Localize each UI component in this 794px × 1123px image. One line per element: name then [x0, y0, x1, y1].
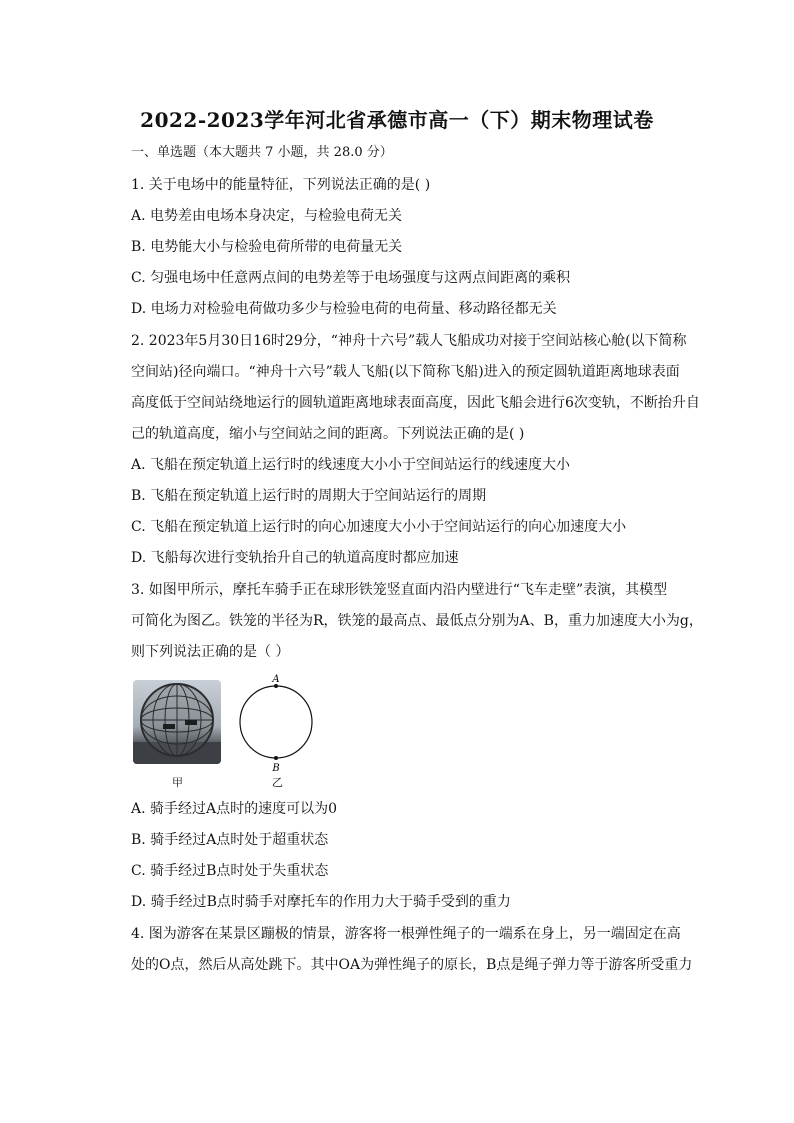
iron-cage-illustration	[133, 680, 221, 764]
q3-stem-line: 则下列说法正确的是（ ）	[131, 644, 290, 660]
q3-stem-line: 3. 如图甲所示，摩托车骑手正在球形铁笼竖直面内沿内壁进行“飞车走壁”表演，其模型	[131, 582, 668, 598]
q2-option-a: A. 飞船在预定轨道上运行时的线速度大小小于空间站运行的线速度大小	[131, 457, 571, 473]
point-b-label: B	[272, 763, 280, 774]
q4-stem-line: 处的O点，然后从高处跳下。其中OA为弹性绳子的原长，B点是绳子弹力等于游客所受重力	[131, 957, 693, 973]
figure-circle-model	[234, 672, 318, 778]
q2-option-c: C. 飞船在预定轨道上运行时的向心加速度大小小于空间站运行的向心加速度大小	[131, 519, 627, 535]
q1-stem: 1. 关于电场中的能量特征，下列说法正确的是( )	[131, 177, 431, 193]
q1-option-b: B. 电势能大小与检验电荷所带的电荷量无关	[131, 239, 403, 255]
q3-option-c: C. 骑手经过B点时处于失重状态	[131, 863, 329, 879]
q3-option-b: B. 骑手经过A点时处于超重状态	[131, 832, 329, 848]
figure-caption-yi: 乙	[272, 776, 283, 789]
cage-circle	[240, 686, 312, 758]
q2-stem-line: 空间站)径向端口。“神舟十六号”载人飞船(以下简称飞船)进入的预定圆轨道距离地球表面	[131, 364, 680, 380]
exam-title: 2022-2023学年河北省承德市高一（下）期末物理试卷	[140, 108, 654, 132]
q2-option-b: B. 飞船在预定轨道上运行时的周期大于空间站运行的周期	[131, 488, 487, 504]
q2-stem-line: 2. 2023年5月30日16时29分，“神舟十六号”载人飞船成功对接于空间站核心舱(以下简称	[131, 333, 687, 349]
q3-stem-line: 可简化为图乙。铁笼的半径为R，铁笼的最高点、最低点分别为A、B，重力加速度大小为g，	[131, 613, 703, 629]
q3-option-d: D. 骑手经过B点时骑手对摩托车的作用力大于骑手受到的重力	[131, 894, 511, 910]
point-b-dot	[274, 756, 278, 760]
q1-option-c: C. 匀强电场中任意两点间的电势差等于电场强度与这两点间距离的乘积	[131, 270, 571, 286]
q2-stem-line: 己的轨道高度，缩小与空间站之间的距离。下列说法正确的是( )	[131, 426, 525, 442]
q4-stem-line: 4. 图为游客在某景区蹦极的情景，游客将一根弹性绳子的一端系在身上，另一端固定在高	[131, 926, 681, 942]
point-a-label: A	[272, 674, 280, 685]
figure-photo-iron-cage	[133, 680, 221, 764]
q3-option-a: A. 骑手经过A点时的速度可以为0	[131, 801, 338, 817]
q2-option-d: D. 飞船每次进行变轨抬升自己的轨道高度时都应加速	[131, 550, 459, 566]
q1-option-d: D. 电场力对检验电荷做功多少与检验电荷的电荷量、移动路径都无关	[131, 301, 557, 317]
section-heading: 一、单选题（本大题共 7 小题，共 28.0 分）	[131, 145, 393, 160]
q1-option-a: A. 电势差由电场本身决定，与检验电荷无关	[131, 208, 403, 224]
q2-stem-line: 高度低于空间站绕地运行的圆轨道距离地球表面高度，因此飞船会进行6次变轨，不断抬升自	[131, 395, 700, 411]
figure-caption-jia: 甲	[172, 776, 183, 789]
